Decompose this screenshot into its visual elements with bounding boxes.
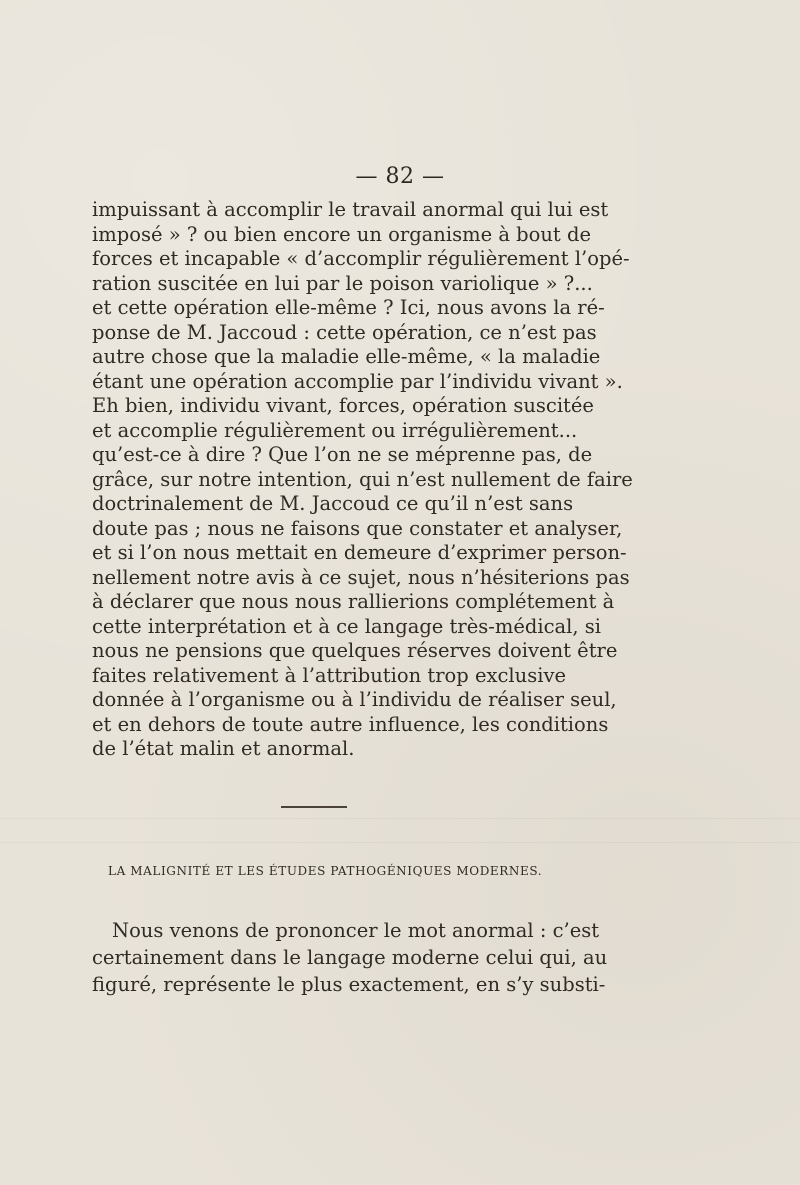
paragraph-line: imposé » ? ou bien encore un organisme à bout de [92, 222, 591, 246]
paper-texture [0, 818, 800, 819]
paragraph-line: Eh bien, individu vivant, forces, opération suscitée [92, 394, 594, 417]
paragraph-line: autre chose que la maladie elle-même, « la maladie [92, 345, 601, 368]
paper-texture [0, 842, 800, 843]
paragraph-line: impuissant à accomplir le travail anormal qui lui est [92, 198, 609, 221]
paragraph-1 [92, 198, 633, 762]
paragraph-line: doctrinalement de M. Jaccoud ce qu’il n’est sans [92, 492, 574, 515]
page-number: — 82 — [355, 164, 445, 189]
paragraph-line: faites relativement à l’attribution trop exclusive [92, 663, 566, 687]
paragraph-line: grâce, sur notre intention, qui n’est nullement de faire [92, 467, 633, 491]
paragraph-2 [92, 917, 608, 998]
paragraph-line: doute pas ; nous ne faisons que constater et analyser, [92, 516, 623, 540]
paragraph-line: nellement notre avis à ce sujet, nous n’hésiterions pas [92, 565, 630, 589]
paragraph-line: cette interprétation et à ce langage très-médical, si [92, 614, 602, 638]
paragraph-line: certainement dans le langage moderne celui qui, au [92, 946, 608, 969]
paragraph-line: ration suscitée en lui par le poison variolique » ?... [92, 271, 593, 295]
paragraph-line: qu’est-ce à dire ? Que l’on ne se méprenne pas, de [92, 443, 593, 466]
paragraph-line: à déclarer que nous nous rallierions complétement à [92, 590, 615, 613]
paragraph-line: nous ne pensions que quelques réserves doivent être [92, 639, 618, 662]
paragraph-line: et accomplie régulièrement ou irrégulièrement... [92, 418, 578, 442]
paragraph-line: ponse de M. Jaccoud : cette opération, ce n’est pas [92, 320, 597, 344]
paragraph-line: étant une opération accomplie par l’individu vivant ». [92, 369, 623, 393]
paragraph-line: et cette opération elle-même ? Ici, nous avons la ré- [92, 296, 605, 319]
section-divider [281, 806, 347, 808]
paragraph-line: et en dehors de toute autre influence, les conditions [92, 712, 609, 736]
paragraph-line: Nous venons de prononcer le mot anormal : c’est [112, 919, 600, 942]
paragraph-line: figuré, représente le plus exactement, en s’y substi- [92, 973, 606, 996]
paragraph-line: donnée à l’organisme ou à l’individu de réaliser seul, [92, 688, 617, 711]
paragraph-line: de l’état malin et anormal. [92, 737, 355, 760]
paragraph-line: forces et incapable « d’accomplir régulièrement l’opé- [92, 247, 630, 270]
section-heading: LA MALIGNITÉ ET LES ÉTUDES PATHOGÉNIQUES MODERNES. [108, 864, 543, 878]
paragraph-line: et si l’on nous mettait en demeure d’exprimer person- [92, 541, 627, 564]
